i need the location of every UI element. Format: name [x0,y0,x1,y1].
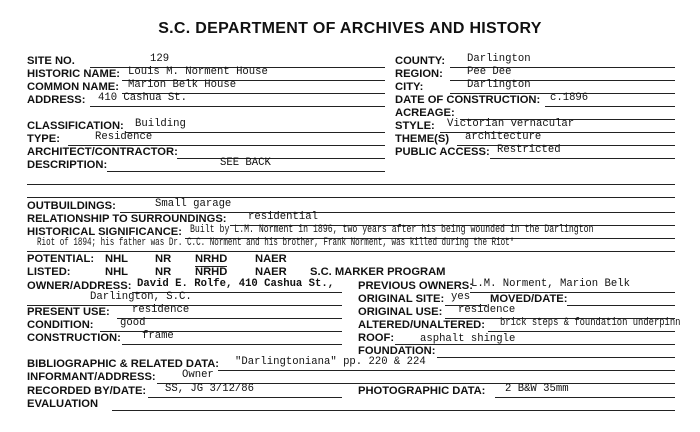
listed-naer: NAER [255,266,287,278]
public-access-label: PUBLIC ACCESS: [395,146,490,158]
description-label: DESCRIPTION: [27,159,108,171]
listed-nr: NR [155,266,172,278]
potential-nr: NR [155,253,172,265]
historical-significance-line1: Built by L.M. Norment in 1896, two years after his being wounded in the Darlington [190,224,594,236]
informant-label: INFORMANT/ADDRESS: [27,371,156,383]
style-value: Victorian vernacular [447,118,575,130]
region-value: Pee Dee [467,66,512,78]
type-label: TYPE: [27,133,60,145]
moved-date-label: MOVED/DATE: [490,293,568,305]
bibliographic-line [218,370,675,371]
potential-nhl: NHL [105,253,128,265]
moved-date-line [567,305,675,306]
condition-line [100,331,342,332]
historic-name-label: HISTORIC NAME: [27,68,121,80]
common-name-label: COMMON NAME: [27,81,119,93]
foundation-line [437,357,675,358]
construction-label: CONSTRUCTION: [27,332,121,344]
condition-label: CONDITION: [27,319,94,331]
architect-line [177,158,385,159]
altered-value: brick steps & foundation underpinn [500,317,681,329]
owner-address-label: OWNER/ADDRESS: [27,280,132,292]
date-of-construction-value: c.1896 [550,92,589,104]
themes-line [457,145,675,146]
type-value: Residence [95,131,153,143]
themes-value: architecture [465,131,542,143]
listed-nhl: NHL [105,266,128,278]
architect-label: ARCHITECT/CONTRACTOR: [27,146,178,158]
owner-line2-value: Darlington, S.C. [90,291,192,303]
city-label: CITY: [395,81,424,93]
region-label: REGION: [395,68,443,80]
classification-line [125,132,385,133]
blank-line-1 [27,184,675,185]
recorded-by-line [148,397,342,398]
city-value: Darlington [467,79,531,91]
themes-label: THEME(S) [395,133,450,145]
description-line [107,171,385,172]
historical-significance-line-2 [27,251,675,252]
bibliographic-label: BIBLIOGRAPHIC & RELATED DATA: [27,358,220,370]
altered-label: ALTERED/UNALTERED: [358,319,485,331]
address-line [90,106,385,107]
historical-significance-line2: Riot of 1894; his father was Dr. C.C. Norment and his brother, Frank Norment, was killed during the Riot* [37,237,515,249]
bibliographic-value: "Darlingtoniana" pp. 220 & 224 [235,356,426,368]
public-access-line [490,158,675,159]
roof-label: ROOF: [358,332,395,344]
listed-label: LISTED: [27,266,71,278]
original-use-label: ORIGINAL USE: [358,306,443,318]
listed-nrhd: NRHD [195,266,228,278]
form-title: S.C. DEPARTMENT OF ARCHIVES AND HISTORY [158,20,542,37]
potential-naer: NAER [255,253,287,265]
original-site-label: ORIGINAL SITE: [358,293,445,305]
relationship-label: RELATIONSHIP TO SURROUNDINGS: [27,213,227,225]
historical-significance-label: HISTORICAL SIGNIFICANCE: [27,226,182,238]
classification-value: Building [135,118,186,130]
site-no-label: SITE NO. [27,55,75,67]
acreage-label: ACREAGE: [395,107,455,119]
address-label: ADDRESS: [27,94,86,106]
previous-owners-value: L.M. Norment, Marion Belk [471,278,630,290]
outbuildings-label: OUTBUILDINGS: [27,200,116,212]
historic-name-value: Louis M. Norment House [128,66,268,78]
county-label: COUNTY: [395,55,446,67]
public-access-value: Restricted [497,144,561,156]
condition-value: good [120,317,146,329]
evaluation-line [112,410,675,411]
blank-line-2 [27,197,675,198]
altered-line [488,331,675,332]
common-name-value: Marion Belk House [128,79,237,91]
style-label: STYLE: [395,120,435,132]
construction-line [122,344,342,345]
photographic-value: 2 B&W 35mm [505,383,569,395]
date-of-construction-line [545,106,675,107]
construction-value: frame [142,330,174,342]
recorded-by-label: RECORDED BY/DATE: [27,385,147,397]
potential-nrhd: NRHD [195,253,228,265]
recorded-by-value: SS, JG 3/12/86 [165,383,255,395]
potential-label: POTENTIAL: [27,253,95,265]
original-site-value: yes [451,291,471,303]
county-value: Darlington [467,53,531,65]
site-no-value: 129 [150,53,170,65]
owner-line1-value: David E. Rolfe, 410 Cashua St., [137,278,335,290]
present-use-label: PRESENT USE: [27,306,110,318]
date-of-construction-label: DATE OF CONSTRUCTION: [395,94,541,106]
address-value: 410 Cashua St. [98,92,188,104]
photographic-line [495,397,675,398]
present-use-line [117,318,342,319]
outbuildings-value: Small garage [155,198,232,210]
description-value: SEE BACK [220,157,271,169]
relationship-value: residential [248,211,318,223]
photographic-label: PHOTOGRAPHIC DATA: [358,385,486,397]
roof-value: asphalt shingle [420,333,516,345]
previous-owners-label: PREVIOUS OWNERS: [358,280,473,292]
evaluation-label: EVALUATION [27,398,99,410]
present-use-value: residence [132,304,190,316]
foundation-label: FOUNDATION: [358,345,436,357]
original-use-value: residence [458,304,516,316]
classification-label: CLASSIFICATION: [27,120,124,132]
marker-program-label: S.C. MARKER PROGRAM [310,266,446,278]
informant-value: Owner [182,369,214,381]
